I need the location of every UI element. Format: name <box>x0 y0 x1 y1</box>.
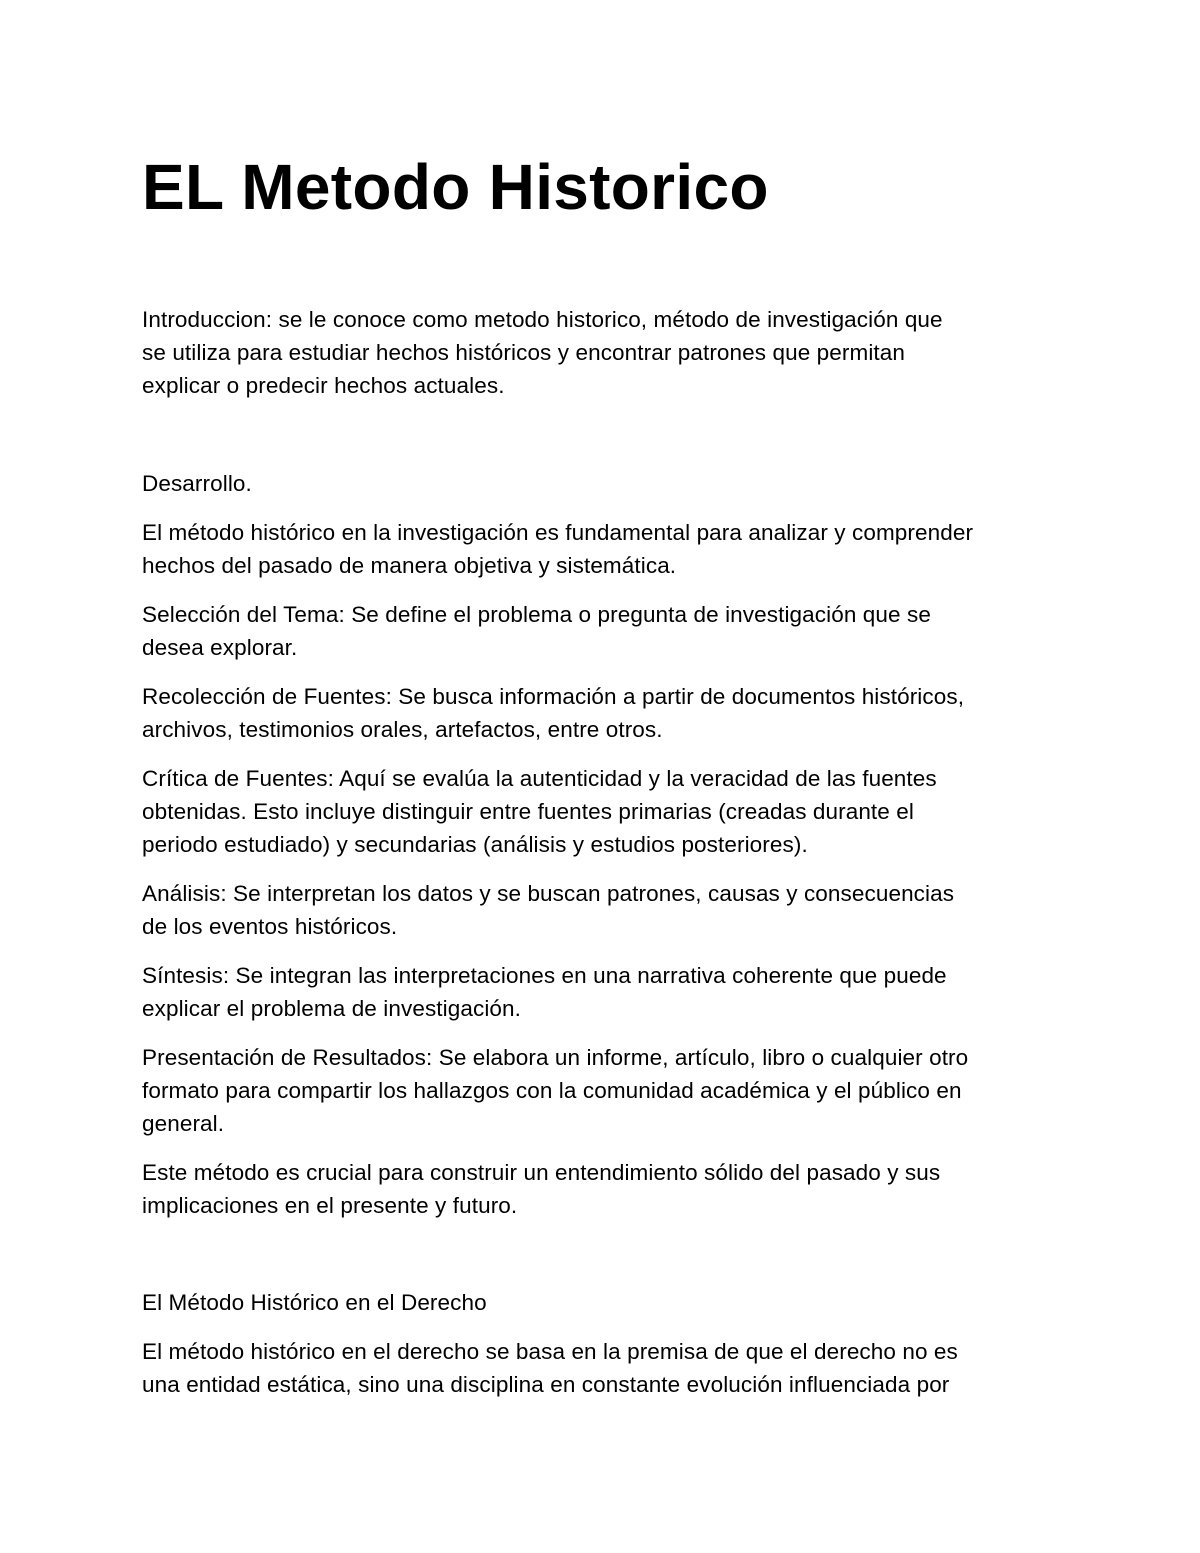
conclusion-paragraph <box>142 1156 1072 1222</box>
text-line: general. <box>142 1111 225 1136</box>
overview-paragraph <box>142 516 1072 582</box>
text-line: de los eventos históricos. <box>142 914 398 939</box>
text-line: Introduccion: se le conoce como metodo historico, método de investigación que <box>142 307 943 332</box>
text-line: Recolección de Fuentes: Se busca información a partir de documentos históricos, <box>142 684 965 709</box>
text-line: obtenidas. Esto incluye distinguir entre fuentes primarias (creadas durante el <box>142 799 914 824</box>
document-title: EL Metodo Historico <box>142 151 769 223</box>
text-line: Selección del Tema: Se define el problema o pregunta de investigación que se <box>142 602 931 627</box>
text-line: explicar el problema de investigación. <box>142 996 522 1021</box>
text-line: Presentación de Resultados: Se elabora un informe, artículo, libro o cualquier otro <box>142 1045 969 1070</box>
step-selection-paragraph <box>142 598 1072 664</box>
text-line: Este método es crucial para construir un entendimiento sólido del pasado y sus <box>142 1160 941 1185</box>
text-line: una entidad estática, sino una disciplina en constante evolución influenciada por <box>142 1372 950 1397</box>
text-line: desea explorar. <box>142 635 298 660</box>
text-line: Crítica de Fuentes: Aquí se evalúa la autenticidad y la veracidad de las fuentes <box>142 766 937 791</box>
text-line: El método histórico en el derecho se basa en la premisa de que el derecho no es <box>142 1339 958 1364</box>
text-line: se utiliza para estudiar hechos históricos y encontrar patrones que permitan <box>142 340 906 365</box>
text-line: explicar o predecir hechos actuales. <box>142 373 505 398</box>
text-line: formato para compartir los hallazgos con la comunidad académica y el público en <box>142 1078 962 1103</box>
subheading-text: El Método Histórico en el Derecho <box>142 1290 487 1315</box>
text-line: Análisis: Se interpretan los datos y se buscan patrones, causas y consecuencias <box>142 881 955 906</box>
text-line: archivos, testimonios orales, artefactos, entre otros. <box>142 717 663 742</box>
step-synthesis-paragraph <box>142 959 1072 1025</box>
text-line: periodo estudiado) y secundarias (análisis y estudios posteriores). <box>142 832 808 857</box>
step-analysis-paragraph <box>142 877 1072 943</box>
text-line: implicaciones en el presente y futuro. <box>142 1193 518 1218</box>
text-line: Síntesis: Se integran las interpretaciones en una narrativa coherente que puede <box>142 963 947 988</box>
step-critique-paragraph <box>142 762 1072 861</box>
law-subheading <box>142 1286 1072 1319</box>
law-paragraph <box>142 1335 1072 1401</box>
text-line: El método histórico en la investigación es fundamental para analizar y comprender <box>142 520 974 545</box>
text-line: hechos del pasado de manera objetiva y sistemática. <box>142 553 677 578</box>
step-collection-paragraph <box>142 680 1072 746</box>
section-label-text: Desarrollo. <box>142 471 252 496</box>
intro-paragraph <box>142 303 1072 402</box>
section-label <box>142 467 1072 500</box>
step-presentation-paragraph <box>142 1041 1072 1140</box>
